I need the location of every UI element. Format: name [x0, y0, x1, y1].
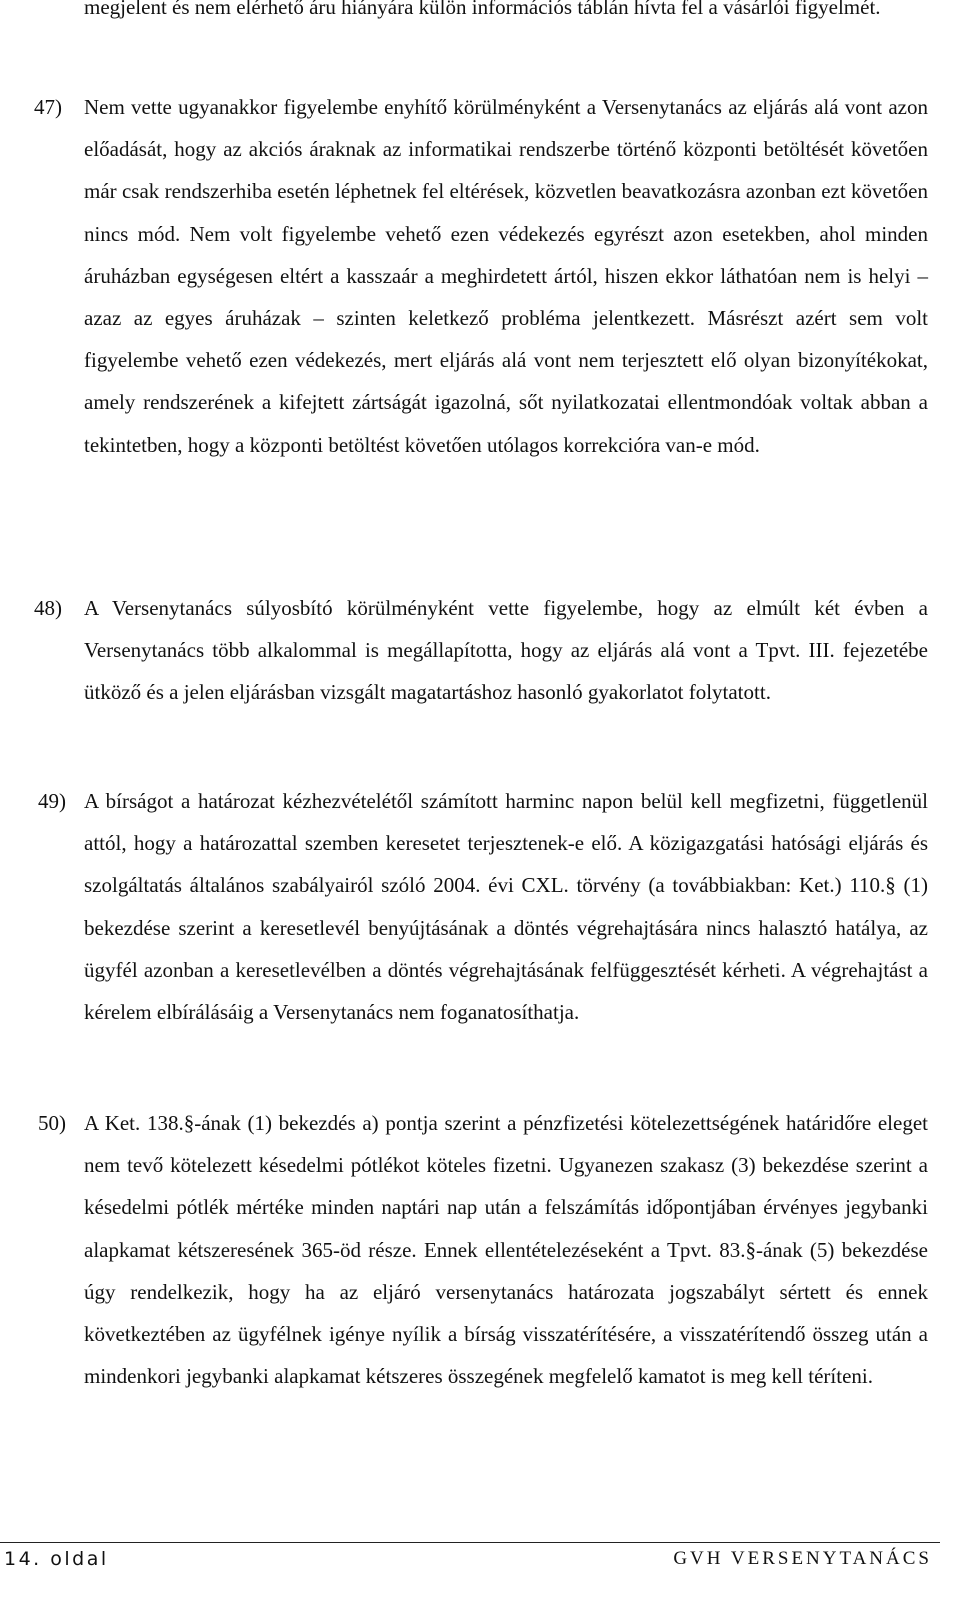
paragraph-number: 49): [38, 789, 66, 813]
organization-name: GVH VERSENYTANÁCS: [673, 1548, 932, 1569]
paragraph-number: 48): [34, 596, 62, 620]
paragraph-text: A Versenytanács súlyosbító körülményként vette figyelembe, hogy az elmúlt két évben a Versenytanács több alkalommal is megállapította, hogy az eljárás alá vont a Tpvt. III. fejezetébe ütköző és a jelen eljárásban vizsgált magatartáshoz hasonló gyakorlatot folytatott.: [84, 596, 928, 705]
paragraph-text: Nem vette ugyanakkor figyelembe enyhítő körülményként a Versenytanács az eljárás alá vont azon előadását, hogy az akciós áraknak az informatikai rendszerbe történő központi betöltését követően már csak rendszerhiba esetén léphetnek fel eltérések, közvetlen beavatkozásra azonban ezt követően nincs mód. Nem volt figyelembe vehető ezen védekezés egyrészt azon esetekben, ahol minden áruházban egységesen eltért a kasszaár a meghirdetett ártól, hiszen ekkor láthatóan nem is helyi – azaz az egyes áruházak – szinten keletkező probléma jelentkezett. Másrészt azért sem volt figyelembe vehető ezen védekezés, mert eljárás alá vont nem terjesztett elő olyan bizonyítékokat, amely rendszerének a kifejtett zártságát igazolná, sőt nyilatkozatai ellentmondóak voltak abban a tekintetben, hogy a központi betöltést követően utólagos korrekcióra van-e mód.: [84, 95, 928, 457]
paragraph-number: 47): [34, 95, 62, 119]
continuation-paragraph: megjelent és nem elérhető áru hiányára külön információs táblán hívta fel a vásárlói figyelmét.: [84, 0, 881, 19]
footer-divider: [0, 1542, 940, 1543]
paragraph-text: A Ket. 138.§-ának (1) bekezdés a) pontja szerint a pénzfizetési kötelezettségének határidőre eleget nem tevő kötelezett késedelmi pótlékot köteles fizetni. Ugyanezen szakasz (3) bekezdése szerint a késedelmi pótlék mértéke minden naptári nap után a felszámítás időpontjában érvényes jegybanki alapkamat kétszeresének 365-öd része. Ennek ellentételezéseként a Tpvt. 83.§-ának (5) bekezdése úgy rendelkezik, hogy ha az eljáró versenytanács határozata jogszabályt sértett és ennek következtében az ügyfélnek igénye nyílik a bírság visszatérítésére, a visszatérítendő összeg után a mindenkori jegybanki alapkamat kétszeres összegének megfelelő kamatot is meg kell téríteni.: [84, 1111, 928, 1389]
paragraph-number: 50): [38, 1111, 66, 1135]
page-number: 14. oldal: [4, 1548, 109, 1570]
paragraph-text: A bírságot a határozat kézhezvételétől számított harminc napon belül kell megfizetni, függetlenül attól, hogy a határozattal szemben keresetet terjesztenek-e elő. A közigazgatási hatósági eljárás és szolgáltatás általános szabályairól szóló 2004. évi CXL. törvény (a továbbiakban: Ket.) 110.§ (1) bekezdése szerint a keresetlevél benyújtásának a döntés végrehajtására nincs halasztó hatálya, az ügyfél azonban a keresetlevélben a döntés végrehajtásának felfüggesztését kérheti. A végrehajtást a kérelem elbírálásáig a Versenytanács nem foganatosíthatja.: [84, 789, 928, 1025]
